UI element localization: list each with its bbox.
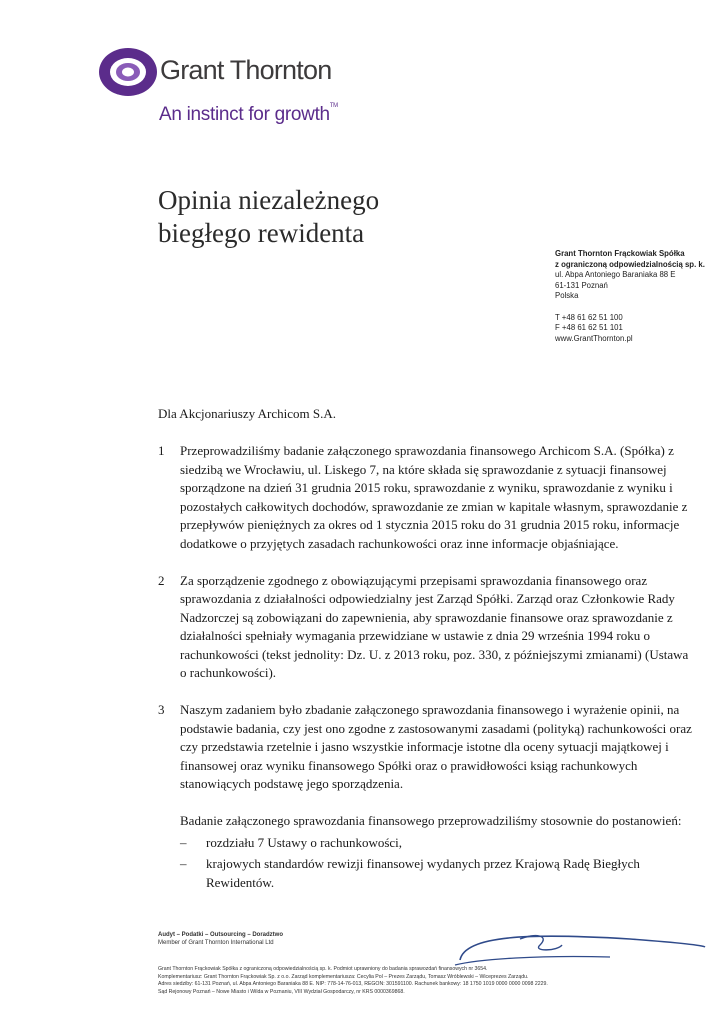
bullet-item bbox=[180, 834, 698, 853]
numbered-paragraph bbox=[158, 442, 698, 553]
fax: F +48 61 62 51 101 bbox=[555, 323, 623, 333]
street: ul. Abpa Antoniego Baraniaka 88 E bbox=[555, 270, 676, 280]
legal-line: Komplementariusz: Grant Thornton Frąckowiak Sp. z o.o. Zarząd komplementariusza: Cecylia Pol – Prezes Zarządu, Tomasz Wróblewski – Wiceprezes Zarządu. bbox=[158, 973, 529, 980]
footer bbox=[158, 932, 283, 947]
trademark: TM bbox=[329, 103, 338, 109]
footer-member: Member of Grant Thornton International Ltd bbox=[158, 939, 274, 946]
brand-name: Grant Thornton bbox=[160, 55, 332, 85]
grant-thornton-logo-icon bbox=[97, 46, 159, 98]
sub-section bbox=[180, 812, 698, 892]
tagline bbox=[159, 103, 338, 126]
title-line-2: biegłego rewidenta bbox=[158, 218, 365, 248]
tagline-text: An instinct for growth bbox=[159, 104, 330, 125]
paragraph-number: 1 bbox=[158, 443, 165, 458]
letter-body bbox=[158, 405, 698, 892]
bullet-text: krajowych standardów rewizji finansowej wydanych przez Krajową Radę Biegłych Rewidentów. bbox=[206, 856, 640, 890]
title-line-1: Opinia niezależnego bbox=[158, 185, 380, 215]
paragraph-number: 3 bbox=[158, 702, 165, 717]
address-block bbox=[555, 249, 705, 344]
legal-line: Adres siedziby: 61-131 Poznań, ul. Abpa Antoniego Baraniaka 88 E. NIP: 778-14-76-013, REGON: 301591100. Rachunek bankowy: 18 1750 1019 0000 0000 0098 2229. bbox=[158, 981, 548, 987]
city: 61-131 Poznań bbox=[555, 280, 608, 290]
numbered-paragraph bbox=[158, 701, 698, 794]
numbered-paragraph bbox=[158, 572, 698, 683]
page-title bbox=[158, 184, 379, 250]
legal-line: Grant Thornton Frąckowiak Spółka z ograniczoną odpowiedzialnością sp. k. Podmiot uprawniony do badania sprawozdań finansowych nr 3654. bbox=[158, 966, 488, 972]
website-link[interactable]: www.GrantThornton.pl bbox=[555, 333, 633, 343]
bullet-item bbox=[180, 855, 698, 892]
sub-intro: Badanie załączonego sprawozdania finansowego przeprowadziliśmy stosownie do postanowień: bbox=[180, 813, 682, 828]
paragraph-text: Przeprowadziliśmy badanie załączonego sprawozdania finansowego Archicom S.A. (Spółka) z siedzibą we Wrocławiu, ul. Liskego 7, na które składa się sprawozdanie z sytuacji finansowej sporządzone na dzień 31 grudnia 2015 roku, sprawozdanie z wyniku, sprawozdanie z wyniku i pozostałych całkowitych dochodów, sprawozdanie ze zmian w kapitale własnym, sprawozdanie z przepływów pieniężnych za okres od 1 stycznia 2015 roku do 31 grudnia 2015 roku, informacje dodatkowe o przyjętych zasadach rachunkowości oraz inne informacje objaśniające. bbox=[180, 443, 688, 551]
bullet-text: rozdziału 7 Ustawy o rachunkowości, bbox=[206, 834, 403, 850]
legal-notice bbox=[158, 966, 548, 996]
country: Polska bbox=[555, 291, 579, 301]
paragraph-number: 2 bbox=[158, 572, 165, 588]
phone: T +48 61 62 51 100 bbox=[555, 312, 623, 322]
legal-line: Sąd Rejonowy Poznań – Nowe Miasto i Wilda w Poznaniu, VIII Wydział Gospodarczy, nr KRS 0000369868. bbox=[158, 988, 405, 995]
footer-services: Audyt – Podatki – Outsourcing – Doradztwo bbox=[158, 932, 284, 938]
paragraph-text: Naszym zadaniem było zbadanie załączonego sprawozdania finansowego i wyrażenie opinii, na podstawie badania, czy jest ono zgodne z zastosowanymi zasadami (polityką) rachunkowości oraz czy przedstawia rzetelnie i jasno wszystkie informacje istotne dla oceny sytuacji majątkowej i finansowej oraz wyniku finansowego Spółki oraz o prawidłowości ksiąg rachunkowych stanowiących podstawę jego sporządzenia. bbox=[180, 702, 692, 791]
paragraph-text: Za sporządzenie zgodnego z obowiązującymi przepisami sprawozdania finansowego oraz sprawozdania z działalności odpowiedzialny jest Zarząd Spółki. Zarząd oraz Członkowie Rady Nadzorczej są zobowiązani do zapewnienia, aby sprawozdanie finansowe oraz sprawozdanie z działalności spełniały wymagania przewidziane w ustawie z dnia 29 września 1994 roku o rachunkowości (tekst jednolity: Dz. U. z 2013 roku, poz. 330, z późniejszymi zmianami) (Ustawa o rachunkowości). bbox=[180, 572, 689, 680]
dash-icon: – bbox=[180, 834, 187, 850]
dash-icon: – bbox=[180, 856, 187, 871]
company-name-line-2: z ograniczoną odpowiedzialnością sp. k. bbox=[555, 259, 705, 269]
greeting: Dla Akcjonariuszy Archicom S.A. bbox=[158, 406, 336, 421]
company-name-line-1: Grant Thornton Frąckowiak Spółka bbox=[555, 249, 685, 258]
